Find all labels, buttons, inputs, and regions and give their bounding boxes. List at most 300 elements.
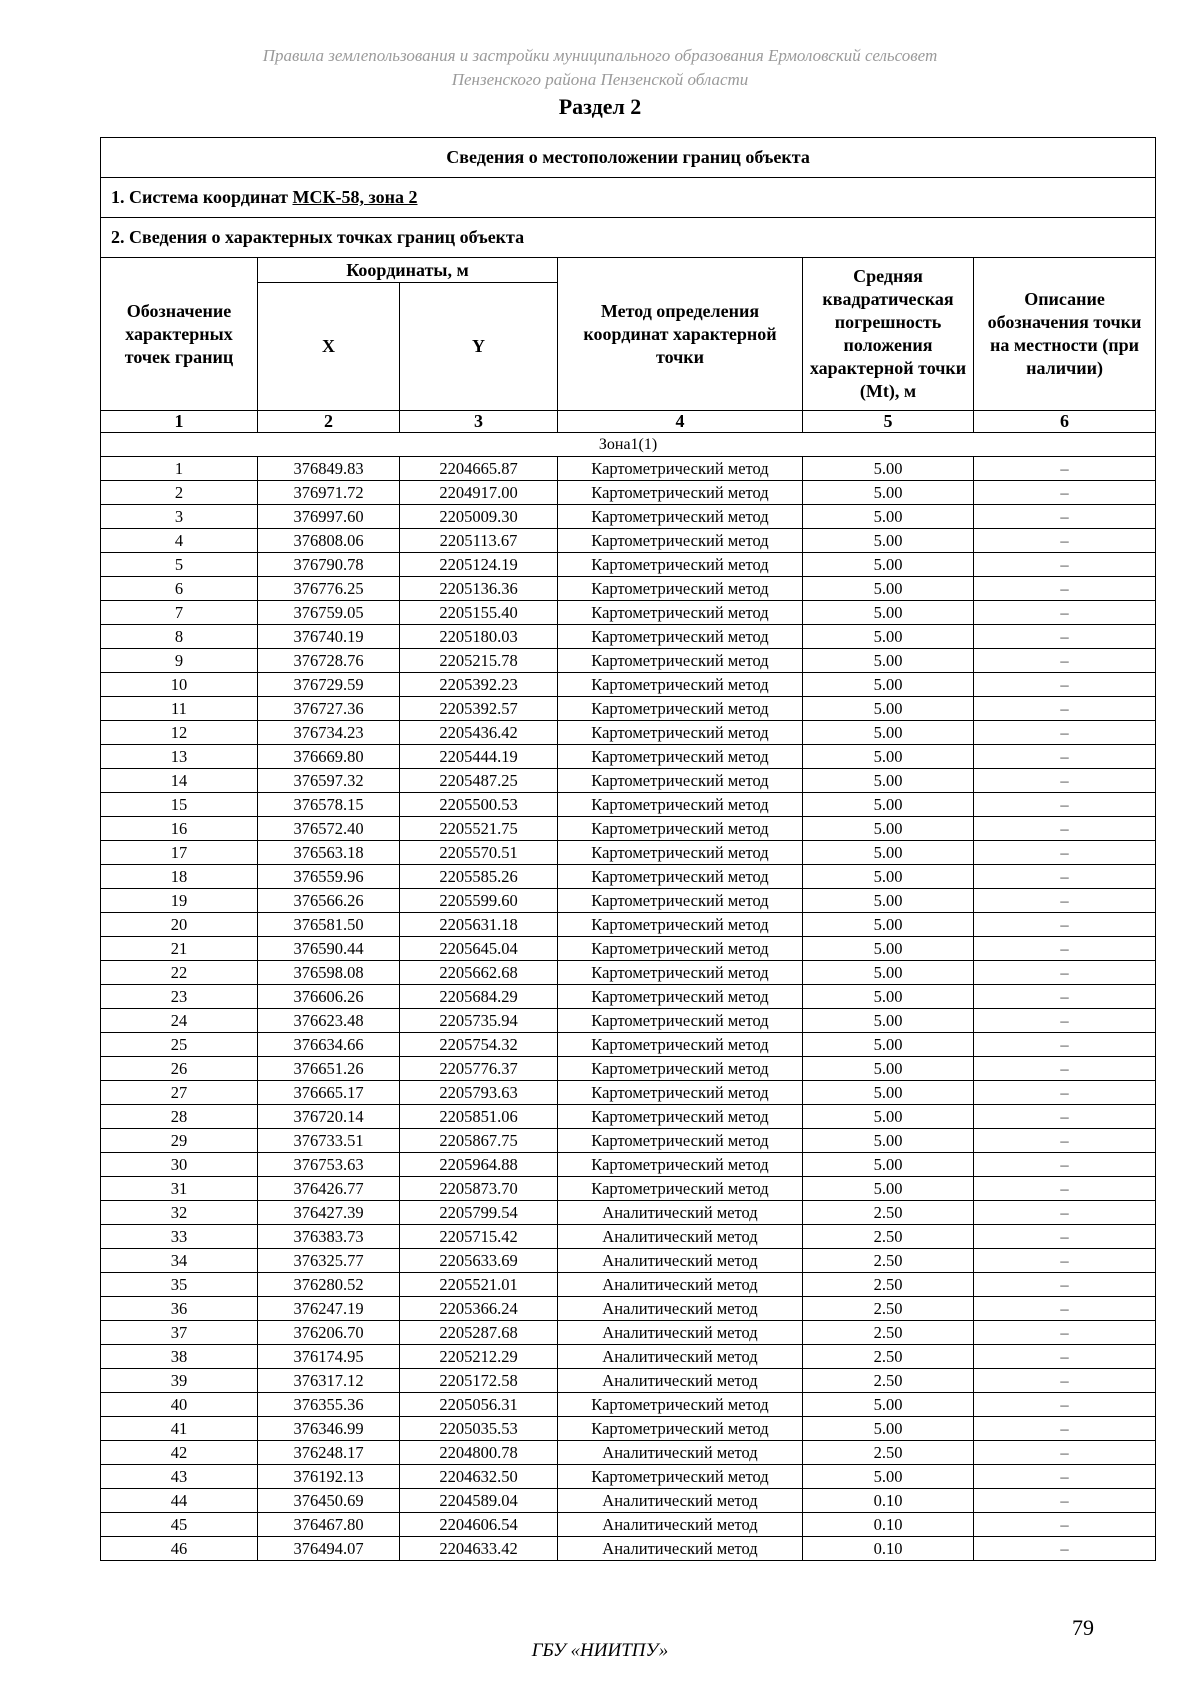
point-id-cell: 25 bbox=[101, 1033, 258, 1057]
x-coord-cell: 376581.50 bbox=[258, 913, 400, 937]
description-cell: – bbox=[974, 1105, 1156, 1129]
method-cell: Картометрический метод bbox=[558, 697, 803, 721]
table-row bbox=[101, 1033, 1156, 1057]
method-cell: Картометрический метод bbox=[558, 481, 803, 505]
zone-row bbox=[101, 433, 1156, 457]
y-coord-cell: 2205645.04 bbox=[400, 937, 558, 961]
method-cell: Аналитический метод bbox=[558, 1489, 803, 1513]
y-coord-cell: 2205212.29 bbox=[400, 1345, 558, 1369]
point-id-cell: 31 bbox=[101, 1177, 258, 1201]
y-coord-cell: 2205873.70 bbox=[400, 1177, 558, 1201]
error-cell: 5.00 bbox=[803, 721, 974, 745]
y-coord-cell: 2205287.68 bbox=[400, 1321, 558, 1345]
table-row bbox=[101, 1249, 1156, 1273]
description-cell: – bbox=[974, 817, 1156, 841]
point-id-cell: 40 bbox=[101, 1393, 258, 1417]
x-coord-cell: 376590.44 bbox=[258, 937, 400, 961]
y-coord-cell: 2205487.25 bbox=[400, 769, 558, 793]
description-cell: – bbox=[974, 841, 1156, 865]
x-coord-cell: 376206.70 bbox=[258, 1321, 400, 1345]
section-title: Раздел 2 bbox=[558, 94, 642, 119]
x-coord-cell: 376606.26 bbox=[258, 985, 400, 1009]
y-coord-cell: 2205799.54 bbox=[400, 1201, 558, 1225]
error-cell: 5.00 bbox=[803, 505, 974, 529]
x-coord-cell: 376598.08 bbox=[258, 961, 400, 985]
y-coord-cell: 2205851.06 bbox=[400, 1105, 558, 1129]
table-row bbox=[101, 961, 1156, 985]
col-number: 2 bbox=[258, 411, 400, 433]
point-id-cell: 44 bbox=[101, 1489, 258, 1513]
error-cell: 5.00 bbox=[803, 529, 974, 553]
y-coord-cell: 2205392.57 bbox=[400, 697, 558, 721]
point-id-cell: 8 bbox=[101, 625, 258, 649]
error-cell: 0.10 bbox=[803, 1537, 974, 1561]
error-cell: 5.00 bbox=[803, 865, 974, 889]
error-cell: 5.00 bbox=[803, 1057, 974, 1081]
points-heading-row bbox=[101, 218, 1156, 258]
table-row bbox=[101, 1009, 1156, 1033]
description-cell: – bbox=[974, 937, 1156, 961]
description-cell: – bbox=[974, 913, 1156, 937]
table-row bbox=[101, 553, 1156, 577]
description-cell: – bbox=[974, 985, 1156, 1009]
method-cell: Аналитический метод bbox=[558, 1225, 803, 1249]
method-cell: Аналитический метод bbox=[558, 1369, 803, 1393]
point-id-cell: 38 bbox=[101, 1345, 258, 1369]
method-cell: Картометрический метод bbox=[558, 649, 803, 673]
y-coord-cell: 2205124.19 bbox=[400, 553, 558, 577]
table-row bbox=[101, 793, 1156, 817]
point-id-cell: 20 bbox=[101, 913, 258, 937]
description-cell: – bbox=[974, 1225, 1156, 1249]
description-cell: – bbox=[974, 1057, 1156, 1081]
description-cell: – bbox=[974, 1489, 1156, 1513]
method-cell: Картометрический метод bbox=[558, 1129, 803, 1153]
point-id-cell: 30 bbox=[101, 1153, 258, 1177]
x-coord-cell: 376849.83 bbox=[258, 457, 400, 481]
coord-system-prefix: 1. Система координат bbox=[111, 187, 293, 207]
method-cell: Аналитический метод bbox=[558, 1297, 803, 1321]
point-id-cell: 36 bbox=[101, 1297, 258, 1321]
method-cell: Аналитический метод bbox=[558, 1345, 803, 1369]
coord-system-cell bbox=[101, 178, 1156, 218]
error-cell: 5.00 bbox=[803, 697, 974, 721]
error-cell: 2.50 bbox=[803, 1225, 974, 1249]
error-cell: 5.00 bbox=[803, 961, 974, 985]
y-coord-cell: 2205215.78 bbox=[400, 649, 558, 673]
method-cell: Картометрический метод bbox=[558, 937, 803, 961]
point-id-cell: 2 bbox=[101, 481, 258, 505]
method-cell: Аналитический метод bbox=[558, 1537, 803, 1561]
table-row bbox=[101, 1465, 1156, 1489]
point-id-cell: 28 bbox=[101, 1105, 258, 1129]
col-number: 6 bbox=[974, 411, 1156, 433]
y-coord-cell: 2205585.26 bbox=[400, 865, 558, 889]
y-coord-cell: 2205172.58 bbox=[400, 1369, 558, 1393]
x-coord-cell: 376997.60 bbox=[258, 505, 400, 529]
table-row bbox=[101, 889, 1156, 913]
col-header-point: Обозначение характерных точек границ bbox=[101, 258, 258, 411]
method-cell: Картометрический метод bbox=[558, 1417, 803, 1441]
point-id-cell: 6 bbox=[101, 577, 258, 601]
description-cell: – bbox=[974, 793, 1156, 817]
y-coord-cell: 2205715.42 bbox=[400, 1225, 558, 1249]
description-cell: – bbox=[974, 889, 1156, 913]
description-cell: – bbox=[974, 601, 1156, 625]
error-cell: 0.10 bbox=[803, 1489, 974, 1513]
point-id-cell: 32 bbox=[101, 1201, 258, 1225]
x-coord-cell: 376790.78 bbox=[258, 553, 400, 577]
point-id-cell: 13 bbox=[101, 745, 258, 769]
table-row bbox=[101, 601, 1156, 625]
error-cell: 2.50 bbox=[803, 1369, 974, 1393]
y-coord-cell: 2205964.88 bbox=[400, 1153, 558, 1177]
error-cell: 2.50 bbox=[803, 1441, 974, 1465]
y-coord-cell: 2205392.23 bbox=[400, 673, 558, 697]
coord-system-row bbox=[101, 178, 1156, 218]
point-id-cell: 7 bbox=[101, 601, 258, 625]
description-cell: – bbox=[974, 1273, 1156, 1297]
error-cell: 5.00 bbox=[803, 1105, 974, 1129]
point-id-cell: 5 bbox=[101, 553, 258, 577]
description-cell: – bbox=[974, 505, 1156, 529]
x-coord-cell: 376578.15 bbox=[258, 793, 400, 817]
y-coord-cell: 2205867.75 bbox=[400, 1129, 558, 1153]
error-cell: 5.00 bbox=[803, 1081, 974, 1105]
error-cell: 5.00 bbox=[803, 745, 974, 769]
method-cell: Картометрический метод bbox=[558, 625, 803, 649]
x-coord-cell: 376572.40 bbox=[258, 817, 400, 841]
error-cell: 5.00 bbox=[803, 937, 974, 961]
y-coord-cell: 2205631.18 bbox=[400, 913, 558, 937]
table-row bbox=[101, 649, 1156, 673]
method-cell: Картометрический метод bbox=[558, 1105, 803, 1129]
table-row bbox=[101, 577, 1156, 601]
point-id-cell: 9 bbox=[101, 649, 258, 673]
description-cell: – bbox=[974, 769, 1156, 793]
x-coord-cell: 376566.26 bbox=[258, 889, 400, 913]
error-cell: 5.00 bbox=[803, 841, 974, 865]
error-cell: 5.00 bbox=[803, 673, 974, 697]
x-coord-cell: 376753.63 bbox=[258, 1153, 400, 1177]
y-coord-cell: 2205633.69 bbox=[400, 1249, 558, 1273]
table-row bbox=[101, 1321, 1156, 1345]
method-cell: Картометрический метод bbox=[558, 985, 803, 1009]
table-row bbox=[101, 841, 1156, 865]
description-cell: – bbox=[974, 1297, 1156, 1321]
point-id-cell: 35 bbox=[101, 1273, 258, 1297]
x-coord-cell: 376776.25 bbox=[258, 577, 400, 601]
table-row bbox=[101, 937, 1156, 961]
error-cell: 5.00 bbox=[803, 481, 974, 505]
x-coord-cell: 376669.80 bbox=[258, 745, 400, 769]
error-cell: 5.00 bbox=[803, 913, 974, 937]
point-id-cell: 26 bbox=[101, 1057, 258, 1081]
col-header-coords: Координаты, м bbox=[258, 258, 558, 283]
table-row bbox=[101, 1441, 1156, 1465]
point-id-cell: 11 bbox=[101, 697, 258, 721]
x-coord-cell: 376634.66 bbox=[258, 1033, 400, 1057]
error-cell: 2.50 bbox=[803, 1249, 974, 1273]
page-header-line-1: Правила землепользования и застройки муниципального образования Ермоловский сельсовет bbox=[262, 46, 938, 65]
description-cell: – bbox=[974, 961, 1156, 985]
x-coord-cell: 376729.59 bbox=[258, 673, 400, 697]
method-cell: Картометрический метод bbox=[558, 721, 803, 745]
error-cell: 5.00 bbox=[803, 817, 974, 841]
col-header-y: Y bbox=[400, 283, 558, 411]
description-cell: – bbox=[974, 673, 1156, 697]
error-cell: 2.50 bbox=[803, 1321, 974, 1345]
x-coord-cell: 376734.23 bbox=[258, 721, 400, 745]
point-id-cell: 12 bbox=[101, 721, 258, 745]
method-cell: Картометрический метод bbox=[558, 553, 803, 577]
error-cell: 2.50 bbox=[803, 1297, 974, 1321]
x-coord-cell: 376325.77 bbox=[258, 1249, 400, 1273]
x-coord-cell: 376733.51 bbox=[258, 1129, 400, 1153]
col-header-x: X bbox=[258, 283, 400, 411]
method-cell: Картометрический метод bbox=[558, 601, 803, 625]
method-cell: Картометрический метод bbox=[558, 841, 803, 865]
method-cell: Аналитический метод bbox=[558, 1441, 803, 1465]
col-header-error bbox=[803, 258, 974, 411]
point-id-cell: 14 bbox=[101, 769, 258, 793]
point-id-cell: 1 bbox=[101, 457, 258, 481]
table-row bbox=[101, 745, 1156, 769]
description-cell: – bbox=[974, 1417, 1156, 1441]
table-row bbox=[101, 1129, 1156, 1153]
x-coord-cell: 376247.19 bbox=[258, 1297, 400, 1321]
description-cell: – bbox=[974, 625, 1156, 649]
x-coord-cell: 376427.39 bbox=[258, 1201, 400, 1225]
page-number: 79 bbox=[1072, 1615, 1094, 1640]
table-row bbox=[101, 673, 1156, 697]
table-row bbox=[101, 1153, 1156, 1177]
error-cell: 5.00 bbox=[803, 649, 974, 673]
description-cell: – bbox=[974, 721, 1156, 745]
x-coord-cell: 376248.17 bbox=[258, 1441, 400, 1465]
description-cell: – bbox=[974, 1177, 1156, 1201]
method-cell: Картометрический метод bbox=[558, 673, 803, 697]
table-row bbox=[101, 1057, 1156, 1081]
method-cell: Аналитический метод bbox=[558, 1273, 803, 1297]
col-number: 5 bbox=[803, 411, 974, 433]
y-coord-cell: 2204606.54 bbox=[400, 1513, 558, 1537]
point-id-cell: 43 bbox=[101, 1465, 258, 1489]
y-coord-cell: 2204917.00 bbox=[400, 481, 558, 505]
x-coord-cell: 376280.52 bbox=[258, 1273, 400, 1297]
y-coord-cell: 2205735.94 bbox=[400, 1009, 558, 1033]
y-coord-cell: 2205500.53 bbox=[400, 793, 558, 817]
y-coord-cell: 2204632.50 bbox=[400, 1465, 558, 1489]
table-row bbox=[101, 1273, 1156, 1297]
footer-organization: ГБУ «НИИТПУ» bbox=[531, 1640, 669, 1661]
point-id-cell: 10 bbox=[101, 673, 258, 697]
x-coord-cell: 376426.77 bbox=[258, 1177, 400, 1201]
y-coord-cell: 2205155.40 bbox=[400, 601, 558, 625]
method-cell: Картометрический метод bbox=[558, 1393, 803, 1417]
description-cell: – bbox=[974, 1513, 1156, 1537]
method-cell: Аналитический метод bbox=[558, 1201, 803, 1225]
y-coord-cell: 2205180.03 bbox=[400, 625, 558, 649]
point-id-cell: 22 bbox=[101, 961, 258, 985]
point-id-cell: 27 bbox=[101, 1081, 258, 1105]
description-cell: – bbox=[974, 1129, 1156, 1153]
y-coord-cell: 2204665.87 bbox=[400, 457, 558, 481]
method-cell: Картометрический метод bbox=[558, 865, 803, 889]
error-cell: 5.00 bbox=[803, 1393, 974, 1417]
x-coord-cell: 376720.14 bbox=[258, 1105, 400, 1129]
table-row bbox=[101, 1489, 1156, 1513]
error-cell: 5.00 bbox=[803, 769, 974, 793]
x-coord-cell: 376192.13 bbox=[258, 1465, 400, 1489]
x-coord-cell: 376651.26 bbox=[258, 1057, 400, 1081]
point-id-cell: 15 bbox=[101, 793, 258, 817]
table-row bbox=[101, 865, 1156, 889]
method-cell: Картометрический метод bbox=[558, 745, 803, 769]
point-id-cell: 41 bbox=[101, 1417, 258, 1441]
error-cell: 5.00 bbox=[803, 1129, 974, 1153]
y-coord-cell: 2204800.78 bbox=[400, 1441, 558, 1465]
table-row bbox=[101, 985, 1156, 1009]
y-coord-cell: 2205009.30 bbox=[400, 505, 558, 529]
x-coord-cell: 376383.73 bbox=[258, 1225, 400, 1249]
x-coord-cell: 376174.95 bbox=[258, 1345, 400, 1369]
method-cell: Картометрический метод bbox=[558, 529, 803, 553]
page-header-line-2: Пензенского района Пензенской области bbox=[451, 70, 749, 89]
error-cell: 2.50 bbox=[803, 1201, 974, 1225]
y-coord-cell: 2205521.75 bbox=[400, 817, 558, 841]
description-cell: – bbox=[974, 649, 1156, 673]
x-coord-cell: 376563.18 bbox=[258, 841, 400, 865]
x-coord-cell: 376665.17 bbox=[258, 1081, 400, 1105]
point-id-cell: 21 bbox=[101, 937, 258, 961]
description-cell: – bbox=[974, 697, 1156, 721]
description-cell: – bbox=[974, 1537, 1156, 1561]
x-coord-cell: 376808.06 bbox=[258, 529, 400, 553]
x-coord-cell: 376728.76 bbox=[258, 649, 400, 673]
table-row bbox=[101, 1081, 1156, 1105]
table-title: Сведения о местоположении границ объекта bbox=[101, 138, 1156, 178]
col-number: 3 bbox=[400, 411, 558, 433]
x-coord-cell: 376559.96 bbox=[258, 865, 400, 889]
error-cell: 5.00 bbox=[803, 793, 974, 817]
description-cell: – bbox=[974, 529, 1156, 553]
y-coord-cell: 2205662.68 bbox=[400, 961, 558, 985]
table-row bbox=[101, 1177, 1156, 1201]
table-row bbox=[101, 1297, 1156, 1321]
y-coord-cell: 2205599.60 bbox=[400, 889, 558, 913]
zone-label: Зона1(1) bbox=[101, 433, 1156, 457]
x-coord-cell: 376355.36 bbox=[258, 1393, 400, 1417]
method-cell: Картометрический метод bbox=[558, 1153, 803, 1177]
error-cell: 0.10 bbox=[803, 1513, 974, 1537]
x-coord-cell: 376450.69 bbox=[258, 1489, 400, 1513]
point-id-cell: 17 bbox=[101, 841, 258, 865]
point-id-cell: 18 bbox=[101, 865, 258, 889]
description-cell: – bbox=[974, 1345, 1156, 1369]
point-id-cell: 42 bbox=[101, 1441, 258, 1465]
table-row bbox=[101, 481, 1156, 505]
y-coord-cell: 2205113.67 bbox=[400, 529, 558, 553]
point-id-cell: 33 bbox=[101, 1225, 258, 1249]
error-cell: 5.00 bbox=[803, 889, 974, 913]
table-row bbox=[101, 1537, 1156, 1561]
y-coord-cell: 2205436.42 bbox=[400, 721, 558, 745]
x-coord-cell: 376971.72 bbox=[258, 481, 400, 505]
error-cell: 5.00 bbox=[803, 1009, 974, 1033]
y-coord-cell: 2204589.04 bbox=[400, 1489, 558, 1513]
error-cell: 2.50 bbox=[803, 1345, 974, 1369]
table-row bbox=[101, 1225, 1156, 1249]
description-cell: – bbox=[974, 1321, 1156, 1345]
description-cell: – bbox=[974, 1153, 1156, 1177]
error-cell: 5.00 bbox=[803, 1177, 974, 1201]
description-cell: – bbox=[974, 1201, 1156, 1225]
method-cell: Картометрический метод bbox=[558, 1081, 803, 1105]
point-id-cell: 29 bbox=[101, 1129, 258, 1153]
x-coord-cell: 376346.99 bbox=[258, 1417, 400, 1441]
method-cell: Картометрический метод bbox=[558, 889, 803, 913]
error-cell: 5.00 bbox=[803, 577, 974, 601]
y-coord-cell: 2205776.37 bbox=[400, 1057, 558, 1081]
method-cell: Аналитический метод bbox=[558, 1321, 803, 1345]
x-coord-cell: 376467.80 bbox=[258, 1513, 400, 1537]
error-cell: 5.00 bbox=[803, 1417, 974, 1441]
table-row bbox=[101, 769, 1156, 793]
y-coord-cell: 2205684.29 bbox=[400, 985, 558, 1009]
table-row bbox=[101, 1201, 1156, 1225]
error-cell: 5.00 bbox=[803, 1153, 974, 1177]
point-id-cell: 19 bbox=[101, 889, 258, 913]
error-cell: 2.50 bbox=[803, 1273, 974, 1297]
y-coord-cell: 2205035.53 bbox=[400, 1417, 558, 1441]
table-row bbox=[101, 817, 1156, 841]
point-id-cell: 37 bbox=[101, 1321, 258, 1345]
col-number: 4 bbox=[558, 411, 803, 433]
y-coord-cell: 2205793.63 bbox=[400, 1081, 558, 1105]
method-cell: Картометрический метод bbox=[558, 1177, 803, 1201]
table-row bbox=[101, 1369, 1156, 1393]
description-cell: – bbox=[974, 553, 1156, 577]
error-cell: 5.00 bbox=[803, 1465, 974, 1489]
method-cell: Картометрический метод bbox=[558, 505, 803, 529]
table-row bbox=[101, 1393, 1156, 1417]
description-cell: – bbox=[974, 1081, 1156, 1105]
point-id-cell: 39 bbox=[101, 1369, 258, 1393]
column-number-row bbox=[101, 411, 1156, 433]
table-row bbox=[101, 721, 1156, 745]
table-row bbox=[101, 1513, 1156, 1537]
point-id-cell: 45 bbox=[101, 1513, 258, 1537]
y-coord-cell: 2205754.32 bbox=[400, 1033, 558, 1057]
method-cell: Картометрический метод bbox=[558, 1465, 803, 1489]
point-id-cell: 4 bbox=[101, 529, 258, 553]
points-heading: 2. Сведения о характерных точках границ объекта bbox=[101, 218, 1156, 258]
x-coord-cell: 376740.19 bbox=[258, 625, 400, 649]
method-cell: Картометрический метод bbox=[558, 577, 803, 601]
description-cell: – bbox=[974, 1249, 1156, 1273]
description-cell: – bbox=[974, 1393, 1156, 1417]
method-cell: Картометрический метод bbox=[558, 961, 803, 985]
method-cell: Картометрический метод bbox=[558, 1033, 803, 1057]
y-coord-cell: 2204633.42 bbox=[400, 1537, 558, 1561]
description-cell: – bbox=[974, 865, 1156, 889]
x-coord-cell: 376317.12 bbox=[258, 1369, 400, 1393]
table-row bbox=[101, 697, 1156, 721]
column-header-row-1 bbox=[101, 258, 1156, 283]
table-row bbox=[101, 529, 1156, 553]
method-cell: Картометрический метод bbox=[558, 457, 803, 481]
